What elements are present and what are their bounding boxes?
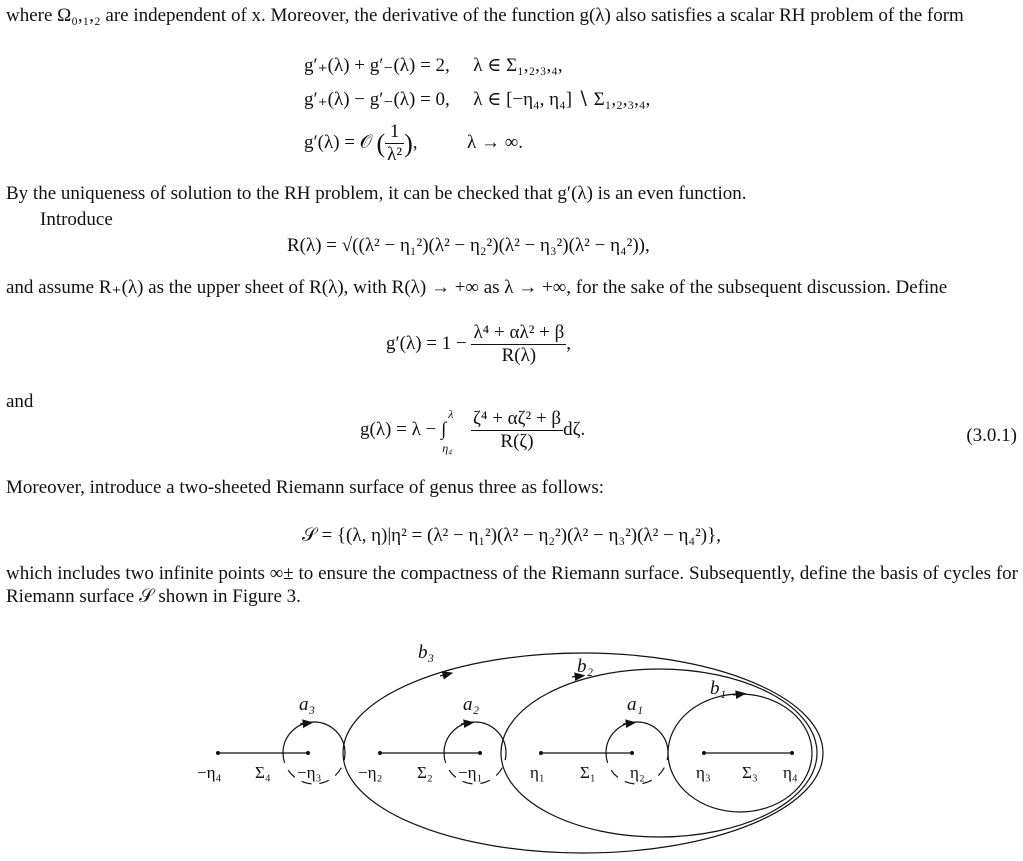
paragraph-intro: where Ω₀,₁,₂ are independent of x. Moreover, the derivative of the function g(λ) also satisfies a scalar RH problem of the form <box>6 5 964 26</box>
g-denominator: R(ζ) <box>500 431 534 452</box>
g-numerator: ζ⁴ + αζ² + β <box>472 408 562 429</box>
rh-equation-2 <box>304 88 650 111</box>
label-eta1: η₁ <box>530 763 545 782</box>
g-lower-limit: η₄ <box>442 440 453 455</box>
g-lhs: g(λ) = λ − ∫ <box>360 418 447 440</box>
label-sigma-1: Σ₁ <box>580 763 596 782</box>
a3-cycle-upper <box>283 722 345 753</box>
paragraph-assume: and assume R₊(λ) as the upper sheet of R(λ), with R(λ) → +∞ as λ → +∞, for the sake of the subsequent discussion. Define <box>6 277 948 298</box>
label-sigma-2: Σ₂ <box>417 763 433 782</box>
paragraph-uniqueness: By the uniqueness of solution to the RH problem, it can be checked that g′(λ) is an even function. <box>6 183 747 204</box>
equation-g <box>360 408 585 453</box>
label-eta4: η₄ <box>783 763 798 782</box>
label-a1: a₁ <box>627 694 644 715</box>
label-minus-eta4: −η₄ <box>197 763 222 782</box>
riemann-cycles-figure <box>0 592 1023 861</box>
label-a2: a₂ <box>463 694 480 715</box>
g-upper-limit: λ <box>448 406 454 421</box>
paragraph-riemann-surface: Moreover, introduce a two-sheeted Riemann surface of genus three as follows: <box>6 477 605 498</box>
g-tail: dζ. <box>563 418 586 440</box>
paragraph-basis: which includes two infinite points ∞± to ensure the compactness of the Riemann surface. Subsequently, define the basis of cycles for Riemann surface 𝒮 shown in Figure 3. <box>6 563 1018 607</box>
rh-eq1-rhs: λ ∈ Σ₁,₂,₃,₄, <box>473 55 563 76</box>
label-sigma-4: Σ₄ <box>255 763 271 782</box>
a1-cycle-upper <box>606 722 668 753</box>
label-b3: b₃ <box>418 642 435 663</box>
label-b2: b₂ <box>577 656 594 677</box>
rh-equation-1 <box>304 54 563 77</box>
rh-eq2-rhs: λ ∈ [−η₄, η₄] ∖ Σ₁,₂,₃,₄, <box>473 89 651 110</box>
g-prime-lhs: g′(λ) = 1 − <box>386 332 467 354</box>
rh-eq2-lhs: g′₊(λ) − g′₋(λ) = 0, <box>304 89 450 110</box>
label-a3: a₃ <box>299 694 316 715</box>
equation-number: (3.0.1) <box>966 425 1017 446</box>
label-b1: b₁ <box>710 678 727 699</box>
a2-cycle-upper <box>444 722 506 753</box>
rh-eq1-lhs: g′₊(λ) + g′₋(λ) = 2, <box>304 55 450 76</box>
rh-eq3-numerator: 1 <box>385 121 404 144</box>
g-prime-numerator: λ⁴ + αλ² + β <box>473 322 565 343</box>
equation-g-prime: g′(λ) = 1 − $\frac{\text{λ⁴ + αλ² + β}}{R(\lambda)}$ , <box>386 322 572 366</box>
equation-surface: 𝒮 = {(λ, η)|η² = (λ² − η₁²)(λ² − η₂²)(λ² − η₃²)(λ² − η₄²)}, <box>302 525 722 546</box>
label-minus-eta2: −η₂ <box>358 763 383 782</box>
label-minus-eta1: −η₁ <box>458 763 483 782</box>
label-sigma-3: Σ₃ <box>742 763 758 782</box>
label-minus-eta3: −η₃ <box>297 763 322 782</box>
rh-equation-3: g′(λ) = 𝒪 ( $\frac{1}{\text{λ²}}$ ), λ → ∞. <box>304 121 523 165</box>
rh-eq3-rhs: λ → ∞. <box>466 131 523 153</box>
label-eta2: η₂ <box>630 763 645 782</box>
g-prime-denominator: R(λ) <box>501 345 537 366</box>
rh-eq3-lhs: g′(λ) = 𝒪 <box>304 131 372 153</box>
equation-R-definition: R(λ) = √((λ² − η₁²)(λ² − η₂²)(λ² − η₃²)(λ² − η₄²)), <box>287 235 650 256</box>
paragraph-and: and <box>6 391 34 412</box>
label-eta3: η₃ <box>696 763 711 782</box>
rh-eq3-denominator: λ² <box>387 144 403 165</box>
paragraph-introduce: Introduce <box>40 209 113 230</box>
